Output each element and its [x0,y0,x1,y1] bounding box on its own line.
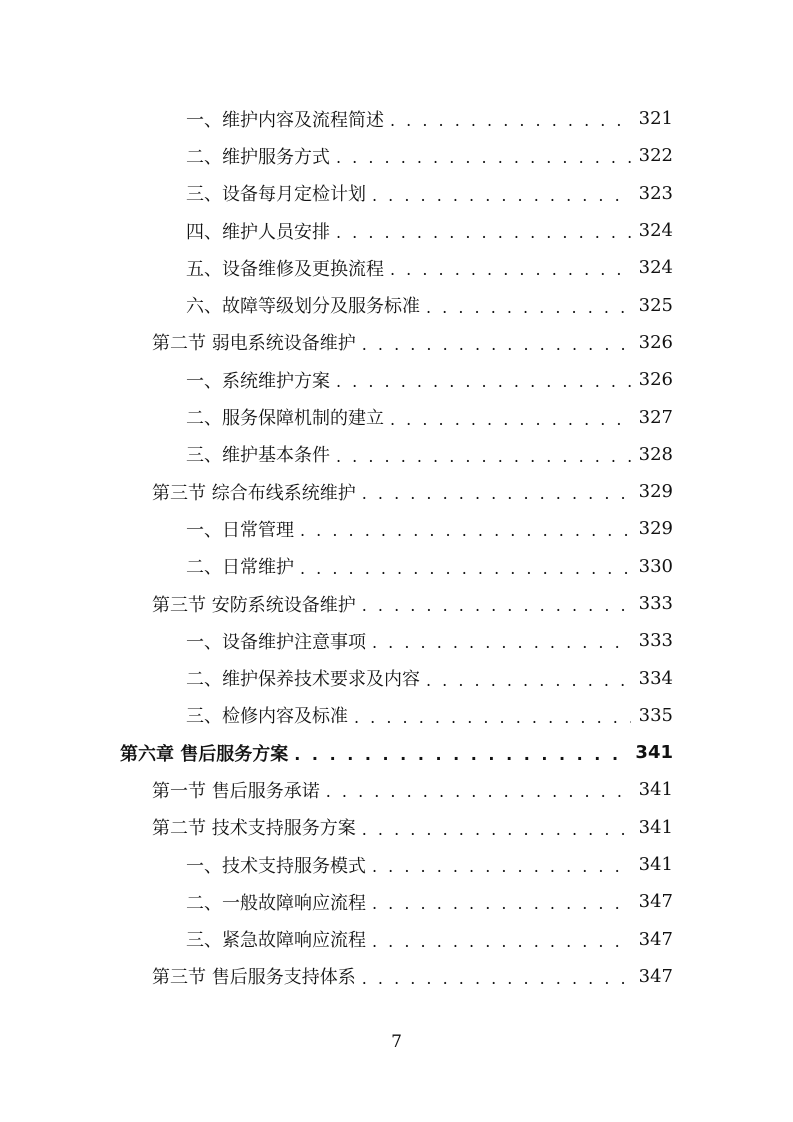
toc-entry-title: 二、服务保障机制的建立 [186,408,384,430]
toc-entry[interactable] [0,659,793,696]
toc-section-entry[interactable] [0,809,793,846]
toc-leader-dots [294,745,627,764]
toc-entry-title: 二、维护保养技术要求及内容 [186,669,420,691]
toc-entry[interactable] [0,697,793,734]
toc-chapter-entry[interactable] [0,734,793,771]
toc-entry-title: 一、技术支持服务模式 [186,855,366,877]
toc-entry-page: 347 [638,891,673,913]
toc-leader-dots [372,633,631,652]
toc-entry-page: 335 [638,704,673,726]
toc-entry-title: 一、日常管理 [186,519,294,541]
toc-entry-title: 第一节 售后服务承诺 [152,780,320,802]
toc-entry-title: 三、设备每月定检计划 [186,184,366,206]
toc-entry-title: 第二节 技术支持服务方案 [152,818,356,840]
toc-leader-dots [336,148,631,167]
toc-leader-dots [362,969,631,988]
toc-entry-title: 一、维护内容及流程简述 [186,109,384,131]
toc-entry-page: 333 [638,593,673,614]
toc-entry-title: 一、系统维护方案 [186,370,330,392]
toc-entry[interactable] [0,921,793,958]
toc-entry-title: 第三节 综合布线系统维护 [152,482,356,504]
toc-leader-dots [390,260,631,279]
page-number: 7 [391,1032,402,1052]
toc-entry[interactable] [0,100,793,137]
toc-entry-page: 334 [638,667,673,689]
toc-entry-title: 一、设备维护注意事项 [186,631,366,653]
toc-entry-title: 三、维护基本条件 [186,445,330,467]
toc-entry-page: 323 [638,182,673,204]
toc-entry-page: 341 [638,816,673,838]
toc-entry-page: 324 [638,257,673,279]
toc-entry[interactable] [0,398,793,435]
toc-entry-page: 329 [638,518,673,540]
toc-leader-dots [336,447,631,466]
toc-entry-title: 三、检修内容及标准 [186,706,348,728]
toc-entry-title: 五、设备维修及更换流程 [186,258,384,280]
toc-entry-page: 341 [638,779,673,801]
toc-entry[interactable] [0,137,793,174]
toc-entry-page: 324 [638,220,673,242]
toc-entry[interactable] [0,548,793,585]
toc-entry-title: 第三节 安防系统设备维护 [152,594,356,616]
toc-leader-dots [390,410,631,429]
toc-leader-dots [362,596,631,615]
toc-leader-dots [362,335,631,354]
toc-entry-title: 三、紧急故障响应流程 [186,930,366,952]
toc-leader-dots [336,223,631,242]
toc-entry-title: 第三节 售后服务支持体系 [152,967,356,989]
toc-entry-title: 二、日常维护 [186,557,294,579]
toc-entry[interactable] [0,883,793,920]
toc-section-entry[interactable] [0,958,793,995]
toc-entry-title: 二、维护服务方式 [186,146,330,168]
toc-entry-page: 347 [638,928,673,950]
toc-leader-dots [362,820,631,839]
toc-entry-page: 328 [638,443,673,465]
toc-entry-page: 330 [638,555,673,577]
toc-entry-page: 326 [638,331,673,353]
toc-entry[interactable] [0,846,793,883]
toc-leader-dots [426,298,631,317]
toc-entry[interactable] [0,212,793,249]
toc-entry-page: 347 [638,965,673,987]
toc-entry-title: 六、故障等级划分及服务标准 [186,296,420,318]
toc-entry-page: 322 [638,145,673,167]
toc-section-entry[interactable] [0,585,793,622]
toc-leader-dots [372,932,631,951]
toc-entry-title: 第二节 弱电系统设备维护 [152,333,356,355]
toc-section-entry[interactable] [0,771,793,808]
table-of-contents [0,100,793,995]
toc-entry[interactable] [0,249,793,286]
toc-leader-dots [372,857,631,876]
toc-leader-dots [372,894,631,913]
toc-entry-title: 四、维护人员安排 [186,221,330,243]
toc-entry[interactable] [0,622,793,659]
toc-entry-page: 341 [635,742,673,764]
toc-leader-dots [354,708,631,727]
toc-entry[interactable] [0,510,793,547]
toc-section-entry[interactable] [0,473,793,510]
toc-leader-dots [390,111,631,130]
toc-leader-dots [372,186,631,205]
toc-leader-dots [362,484,631,503]
toc-entry-page: 321 [638,108,673,130]
toc-entry[interactable] [0,436,793,473]
toc-entry-page: 341 [638,854,673,876]
toc-entry-page: 327 [638,406,673,428]
toc-entry-page: 325 [638,294,673,316]
toc-leader-dots [426,671,631,690]
toc-leader-dots [326,782,631,801]
toc-leader-dots [300,521,631,540]
toc-entry-title: 二、一般故障响应流程 [186,892,366,914]
toc-entry-title: 第六章 售后服务方案 [120,743,289,765]
toc-entry-page: 326 [638,369,673,391]
toc-section-entry[interactable] [0,324,793,361]
toc-leader-dots [336,372,631,391]
toc-entry[interactable] [0,175,793,212]
toc-entry[interactable] [0,286,793,323]
toc-entry-page: 329 [638,481,673,503]
toc-entry-page: 333 [638,630,673,652]
toc-leader-dots [300,559,631,578]
toc-entry[interactable] [0,361,793,398]
